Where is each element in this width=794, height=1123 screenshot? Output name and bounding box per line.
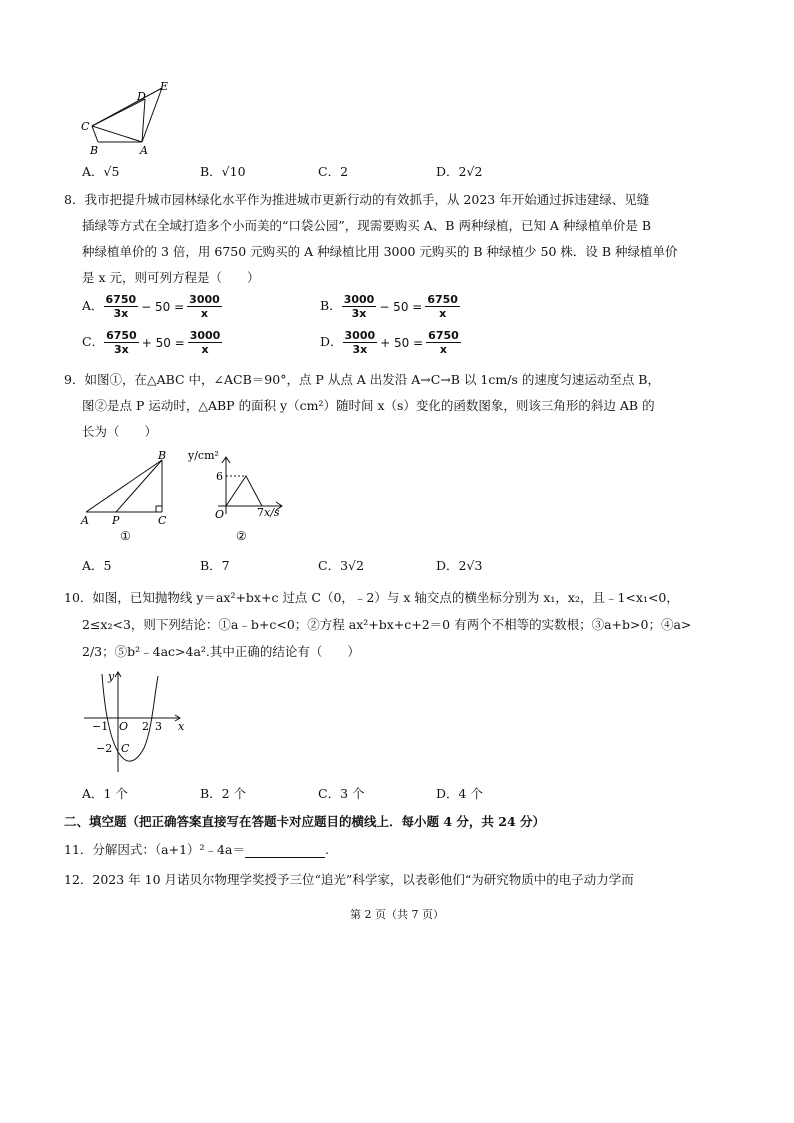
q9-fig2-tick-6: 6 xyxy=(216,470,223,483)
q10-choice-b: B．2 个 xyxy=(200,786,247,801)
q7-figure xyxy=(80,80,180,158)
q8-choice-b: B． $\frac{3000}{3x}$ − 50 = $\frac{6750}{x}$ xyxy=(320,293,458,320)
q9-fig2-origin: O xyxy=(215,508,225,521)
q9-choice-d: D．2√3 xyxy=(436,558,483,573)
q7-choice-b: B．√10 xyxy=(200,164,246,179)
q9-fig1-label-b: B xyxy=(158,449,167,462)
q8-line-1: 8．我市把提升城市园林绿化水平作为推进城市更新行动的有效抓手，从 2023 年开始通过拆违建绿、见缝 xyxy=(64,192,650,207)
q10-fig-label-c: C xyxy=(121,742,130,755)
section-2-heading: 二、填空题（把正确答案直接写在答题卡对应题目的横线上．每小题 4 分，共 24 分） xyxy=(64,814,546,829)
q9-fig2-tick-7: 7 xyxy=(257,506,264,519)
q7-choice-a: A．√5 xyxy=(82,164,120,179)
fraction: $\frac{3000}{3x}$ xyxy=(344,329,376,356)
q7-label-b: B xyxy=(90,144,99,157)
q9-fig2-ylabel: y/cm² xyxy=(188,449,219,462)
q9-fig2-xlabel: x/s xyxy=(264,506,280,519)
q10-figure xyxy=(80,668,200,778)
q9-choice-a: A．5 xyxy=(82,558,112,573)
q9-fig1-caption: ① xyxy=(120,529,131,543)
q10-choice-c: C．3 个 xyxy=(318,786,365,801)
q9-fig1-label-c: C xyxy=(158,514,167,527)
q10-choice-d: D．4 个 xyxy=(436,786,483,801)
q11-text: 11．分解因式：（a+1）²﹣4a＝ xyxy=(64,842,245,857)
q8-line-4: 是 x 元，则可列方程是（ ） xyxy=(82,270,260,285)
q11 xyxy=(64,840,329,858)
q9-line-1: 9．如图①，在△ABC 中，∠ACB＝90°，点 P 从点 A 出发沿 A→C→B 以 1cm/s 的速度匀速运动至点 B， xyxy=(64,372,660,387)
page-footer: 第 2 页（共 7 页） xyxy=(350,908,444,921)
fraction: $\frac{3000}{3x}$ xyxy=(343,293,375,320)
q9-line-2: 图②是点 P 运动时，△ABP 的面积 y（cm²）随时间 x（s）变化的函数图象，则该三角形的斜边 AB 的 xyxy=(82,398,655,413)
q9-choice-c: C．3√2 xyxy=(318,558,364,573)
q9-fig1-label-a: A xyxy=(81,514,89,527)
q9-choice-b: B．7 xyxy=(200,558,230,573)
q9-fig2-caption: ② xyxy=(236,529,247,543)
q7-label-d: D xyxy=(137,90,146,103)
q7-label-c: C xyxy=(81,120,90,133)
q7-choice-d: D．2√2 xyxy=(436,164,483,179)
q7-choice-c: C．2 xyxy=(318,164,349,179)
q10-choice-a: A．1 个 xyxy=(82,786,128,801)
q9-fig1-label-p: P xyxy=(112,514,120,527)
q7-label-a: A xyxy=(140,144,148,157)
fraction: $\frac{3000}{x}$ xyxy=(189,293,220,320)
q9-line-3: 长为（ ） xyxy=(82,424,158,439)
q10-fig-ylabel: y xyxy=(108,670,115,683)
q8-choice-d: D． $\frac{3000}{3x}$ + 50 = $\frac{6750}{x}$ xyxy=(320,329,459,356)
q11-answer-blank xyxy=(245,845,325,858)
q10-fig-tick-neg2: −2 xyxy=(96,742,113,755)
q10-line-3: 2/3；⑤b²﹣4ac>4a².其中正确的结论有（ ） xyxy=(82,644,360,659)
q8-line-3: 种绿植单价的 3 倍，用 6750 元购买的 A 种绿植比用 3000 元购买的 B 种绿植少 50 株．设 B 种绿植单价 xyxy=(82,244,678,259)
q10-fig-tick-2: 2 xyxy=(142,720,149,733)
q9-figure-2 xyxy=(184,448,294,544)
q10-fig-tick-neg1: −1 xyxy=(92,720,109,733)
fraction: $\frac{6750}{3x}$ xyxy=(105,293,137,320)
q10-line-1: 10．如图，已知抛物线 y＝ax²+bx+c 过点 C（0，﹣2）与 x 轴交点的横坐标分别为 x₁，x₂，且﹣1<x₁<0， xyxy=(64,590,679,605)
fraction: $\frac{6750}{x}$ xyxy=(427,293,458,320)
q8-choice-c: C． $\frac{6750}{3x}$ + 50 = $\frac{3000}{x}$ xyxy=(82,329,221,356)
q12-line-1: 12．2023 年 10 月诺贝尔物理学奖授予三位“追光”科学家，以表彰他们“为研究物质中的电子动力学而 xyxy=(64,872,634,887)
fraction: $\frac{3000}{x}$ xyxy=(189,329,221,356)
fraction: $\frac{6750}{3x}$ xyxy=(106,329,137,356)
q10-fig-xlabel: x xyxy=(178,720,185,733)
q10-fig-origin: O xyxy=(119,720,129,733)
fraction: $\frac{6750}{x}$ xyxy=(428,329,459,356)
q10-line-2: 2≤x₂<3，则下列结论：①a﹣b+c<0；②方程 ax²+bx+c+2＝0 有两个不相等的实数根；③a+b>0；④a> xyxy=(82,617,692,632)
q8-line-2: 插绿等方式在全域打造多个小而美的“口袋公园”，现需要购买 A、B 两种绿植，已知 A 种绿植单价是 B xyxy=(82,218,652,233)
q8-choice-a: A． $\frac{6750}{3x}$ − 50 = $\frac{3000}{x}$ xyxy=(82,293,220,320)
q10-fig-tick-3: 3 xyxy=(155,720,162,733)
q9-figure-1 xyxy=(76,448,186,544)
q11-end: . xyxy=(324,842,329,857)
q7-label-e: E xyxy=(160,80,169,93)
